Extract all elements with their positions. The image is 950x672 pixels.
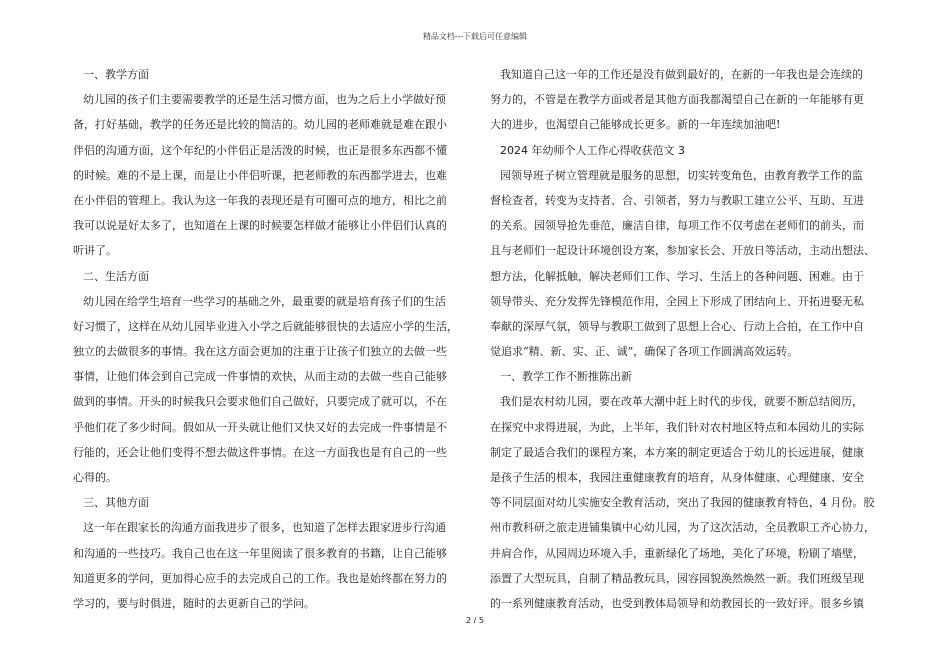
paragraph-line: 备，打好基础，教学的任务还是比较的简洁的。幼儿园的老师难就是难在跟小 xyxy=(73,118,447,132)
paragraph-line: 且与老师们一起设计环境创设方案，参加家长会、开放日等活动，主动出想法、 xyxy=(490,244,875,258)
section-heading xyxy=(73,62,468,87)
paragraph-line: 想方法，化解抵触，解决老师们工作、学习、生活上的各种问题、困难。由于 xyxy=(490,269,864,283)
heading-text: 三、其他方面 xyxy=(83,496,149,510)
heading-text: 一、教学方面 xyxy=(83,68,149,81)
paragraph-line: 听讲了。 xyxy=(73,244,117,258)
left-column xyxy=(73,62,468,616)
paragraph-line: 州市教科研之旅走进铺集镇中心幼儿园，为了这次活动，全员教职工齐心协力， xyxy=(490,521,875,535)
paragraph-line: 在探究中求得进展，为此，上半年，我们针对农村地区特点和本园幼儿的实际 xyxy=(490,420,864,434)
paragraph-line: 我可以说是好太多了，也知道在上课的时候要怎样做才能够让小伴侣们认真的 xyxy=(73,219,447,233)
paragraph-line: 和沟通的一些技巧。我自己也在这一年里阅读了很多教育的书籍，让自己能够 xyxy=(73,546,447,560)
paragraph-line: 知道更多的学问，更加得心应手的去完成自己的工作。我也是始终都在努力的 xyxy=(73,571,447,585)
paragraph-line: 好习惯了，这样在从幼儿园毕业进入小学之后就能够很快的去适应小学的生活， xyxy=(73,319,458,333)
paragraph-line: 独立的去做很多的事情。我在这方面会更加的注重于让孩子们独立的去做一些 xyxy=(73,345,447,359)
paragraph-line: 努力的，不管是在教学方面或者是其他方面我都渴望自己在新的一年能够有更 xyxy=(490,93,864,107)
paragraph-line: 我知道自己这一年的工作还是没有做到最好的，在新的一年我也是会连续的 xyxy=(500,68,863,81)
paragraph-line: 在小伴侣的管理上。我认为这一年我的表现还是有可圈可点的地方，相比之前 xyxy=(73,193,447,207)
paragraph-line: 领导带头、充分发挥先锋模范作用，全园上下形成了团结向上、开拓进娶无私 xyxy=(490,294,864,308)
paragraph-line: 伴侣的沟通方面，这个年纪的小伴侣正是活泼的时候，也正是很多东西都不懂 xyxy=(73,143,447,157)
paragraph-line: 的时候。难的不是上课，而是让小伴侣听课，把老师教的东西都学进去，也难 xyxy=(73,168,447,182)
paragraph-line: 幼儿园的孩子们主要需要教学的还是生活习惯方面，也为之后上小学做好预 xyxy=(83,93,446,107)
section-heading xyxy=(73,490,468,515)
paragraph-line: 学习的，要与时俱进，随时的去更新自己的学问。 xyxy=(73,596,315,610)
paragraph-line: 等不同层面对幼儿实施安全教育活动，突出了我园的健康教育特色，4 月份。胶 xyxy=(490,496,875,510)
section-heading xyxy=(490,364,885,389)
paragraph-line: 这一年在跟家长的沟通方面我进步了很多，也知道了怎样去跟家进步行沟通 xyxy=(83,521,446,535)
heading-text: 二、生活方面 xyxy=(83,269,149,283)
right-column xyxy=(490,62,885,616)
paragraph-line: 幼儿园在给学生培育一些学习的基础之外，最重要的就是培育孩子们的生活 xyxy=(83,294,446,308)
paragraph-line: 我们是农村幼儿园，要在改革大潮中赶上时代的步伐，就要不断总结阅历， xyxy=(500,395,863,409)
paragraph-line: 心得的。 xyxy=(73,471,117,484)
paragraph-line: 的关系。园领导抢先垂范，廉洁自律，每项工作不仅考虑在老师们的前头，而 xyxy=(490,219,864,233)
section-title xyxy=(490,138,885,163)
paragraph xyxy=(73,515,468,616)
paragraph-line: 大的进步，也渴望自己能够成长更多。新的一年连续加油吧! xyxy=(490,118,781,132)
heading-text: 2024 年幼师个人工作心得收获范文 3 xyxy=(500,143,685,157)
page-header: 精品文档---下载后可任意编辑 xyxy=(422,32,528,41)
paragraph xyxy=(490,389,885,616)
page-number: 2 / 5 xyxy=(466,616,484,625)
paragraph-line: 园领导班子树立管理就是服务的思想，切实转变角色，由教育教学工作的监 xyxy=(500,168,863,182)
section-heading xyxy=(73,264,468,289)
paragraph-line: 行能的，还会让他们变得不想去做这件事情。在这一方面我也是有自己的一些 xyxy=(73,445,447,459)
paragraph-line: 并肩合作，从园周边环境入手，重新绿化了场地，美化了环境，粉刷了墙壁， xyxy=(490,546,864,560)
paragraph-line: 奉献的深厚气氛，领导与教职工做到了思想上合心、行动上合拍，在工作中自 xyxy=(490,319,864,333)
paragraph xyxy=(73,289,468,491)
paragraph xyxy=(73,87,468,263)
paragraph-line: 觉追求“精、新、实、正、诚”，确保了各项工作圆满高效运转。 xyxy=(490,345,799,359)
paragraph-line: 添置了大型玩具，自制了精品教玩具，园容园貌涣然焕然一新。我们班级呈现 xyxy=(490,571,864,585)
paragraph-line: 制定了最适合我们的课程方案，本方案的制定更适合于幼儿的长远进展，健康 xyxy=(490,445,864,459)
paragraph xyxy=(490,163,885,365)
paragraph-line: 事情，让他们体会到自己完成一件事情的欢快，从而主动的去做一些自己能够 xyxy=(73,370,447,384)
heading-text: 一、教学工作不断推陈出新 xyxy=(500,370,632,384)
paragraph-line: 乎他们花了多少时间。假如从一开头就让他们又快又好的去完成一件事情是不 xyxy=(73,420,447,434)
paragraph-line: 做到的事情。开头的时候我只会要求他们自己做好，只要完成了就可以，不在 xyxy=(73,395,447,409)
paragraph xyxy=(490,62,885,138)
paragraph-line: 的一系列健康教育活动，也受到教体局领导和幼教园长的一致好评。很多乡镇 xyxy=(490,596,864,610)
paragraph-line: 督检查者，转变为支持者、合、引领者，努力与教职工建立公平、互助、互进 xyxy=(490,193,864,207)
paragraph-line: 是孩子生活的根本，我园注重健康教育的培育，从身体健康、心理健康、安全 xyxy=(490,471,864,484)
